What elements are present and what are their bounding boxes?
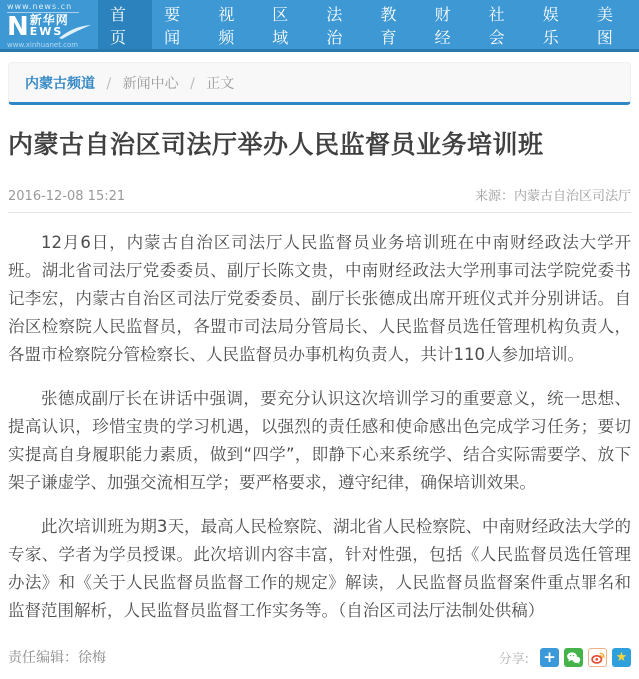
nav-item-headlines[interactable]: 要闻	[164, 4, 181, 47]
nav-item-regions[interactable]: 区域	[272, 4, 289, 47]
nav-item-video[interactable]: 视频	[218, 4, 235, 47]
article-source	[475, 185, 631, 204]
nav-menu	[98, 0, 639, 49]
editor-credit	[8, 647, 106, 667]
source-label: 来源：	[474, 189, 514, 204]
star-icon: ★	[615, 649, 628, 665]
breadcrumb-separator: /	[106, 76, 112, 92]
article-body	[8, 229, 631, 625]
editor-name: 徐梅	[78, 650, 106, 666]
article-container	[0, 125, 639, 679]
plus-icon: +	[543, 647, 556, 666]
logo-wordmark	[7, 11, 94, 42]
article-meta	[8, 185, 631, 212]
share-wechat-button[interactable]	[564, 648, 583, 667]
nav-item-home[interactable]: 首页	[98, 0, 152, 49]
logo-letter-n: N	[7, 11, 29, 42]
wechat-icon	[566, 651, 581, 664]
article-paragraph: 此次培训班为期3天，最高人民检察院、湖北省人民检察院、中南财经政法大学的专家、学者为学员授课。此次培训内容丰富，针对性强，包括《人民监督员选任管理办法》和《关于人民监督员监督工作的规定》解读，人民监督员监督案件重点罪名和监督范围解析，人民监督员监督工作实务等。（自治区司法厅法制处供稿）	[8, 517, 631, 620]
logo-letters-ews: EWS	[29, 24, 64, 38]
share-more-button[interactable]	[540, 648, 559, 667]
sina-weibo-icon	[590, 650, 605, 665]
logo-swoosh-icon	[58, 24, 92, 40]
article-paragraph: 12月6日，内蒙古自治区司法厅人民监督员业务培训班在中南财经政法大学开班。湖北省司法厅党委委员、副厅长陈文贵，中南财经政法大学刑事司法学院党委书记李宏，内蒙古自治区司法厅党委委员、副厅长张德成出席开班仪式并分别讲话。自治区检察院人民监督员，各盟市司法局分管局长、人民监督员选任管理机构负责人，各盟市检察院分管检察长、人民监督员办事机构负责人，共计110人参加培训。	[8, 233, 631, 364]
logo-bottom-url: www.xinhuanet.com	[7, 40, 79, 49]
breadcrumb-current-page: 正文	[206, 76, 235, 92]
breadcrumb	[8, 62, 631, 105]
logo-chinese-name: 新华网	[29, 12, 69, 27]
breadcrumb-newscenter-link[interactable]: 新闻中心	[122, 76, 179, 92]
xinhuanet-logo[interactable]	[0, 0, 98, 49]
share-qzone-button[interactable]	[612, 648, 631, 667]
publish-date: 2016-12-08 15:21	[8, 189, 126, 204]
nav-item-photos[interactable]: 美图	[596, 4, 613, 47]
share-label: 分享:	[498, 651, 529, 667]
nav-item-education[interactable]: 教育	[380, 4, 397, 47]
breadcrumb-separator: /	[190, 76, 195, 92]
share-weibo-button[interactable]	[588, 648, 607, 667]
article-footer	[8, 647, 631, 679]
breadcrumb-channel-link[interactable]: 内蒙古频道	[25, 76, 95, 92]
article-title: 内蒙古自治区司法厅举办人民监督员业务培训班	[8, 130, 544, 159]
top-navbar	[0, 0, 639, 52]
source-value: 内蒙古自治区司法厅	[513, 189, 631, 204]
nav-item-law[interactable]: 法治	[326, 4, 343, 47]
meta-divider	[8, 212, 631, 213]
nav-item-society[interactable]: 社会	[488, 4, 505, 47]
nav-item-entertainment[interactable]: 娱乐	[542, 4, 559, 47]
share-bar	[499, 648, 631, 667]
editor-label: 责任编辑：	[8, 650, 78, 666]
article-paragraph: 张德成副厅长在讲话中强调，要充分认识这次培训学习的重要意义，统一思想、提高认识，珍惜宝贵的学习机遇，以强烈的责任感和使命感出色完成学习任务；要切实提高自身履职能力素质，做到“四学”，即静下心来系统学、结合实际需要学、放下架子谦虚学、加强交流相互学；要严格要求，遵守纪律，确保培训效果。	[8, 389, 631, 492]
nav-item-finance[interactable]: 财经	[434, 4, 451, 47]
logo-top-url: www.news.cn	[7, 2, 79, 13]
